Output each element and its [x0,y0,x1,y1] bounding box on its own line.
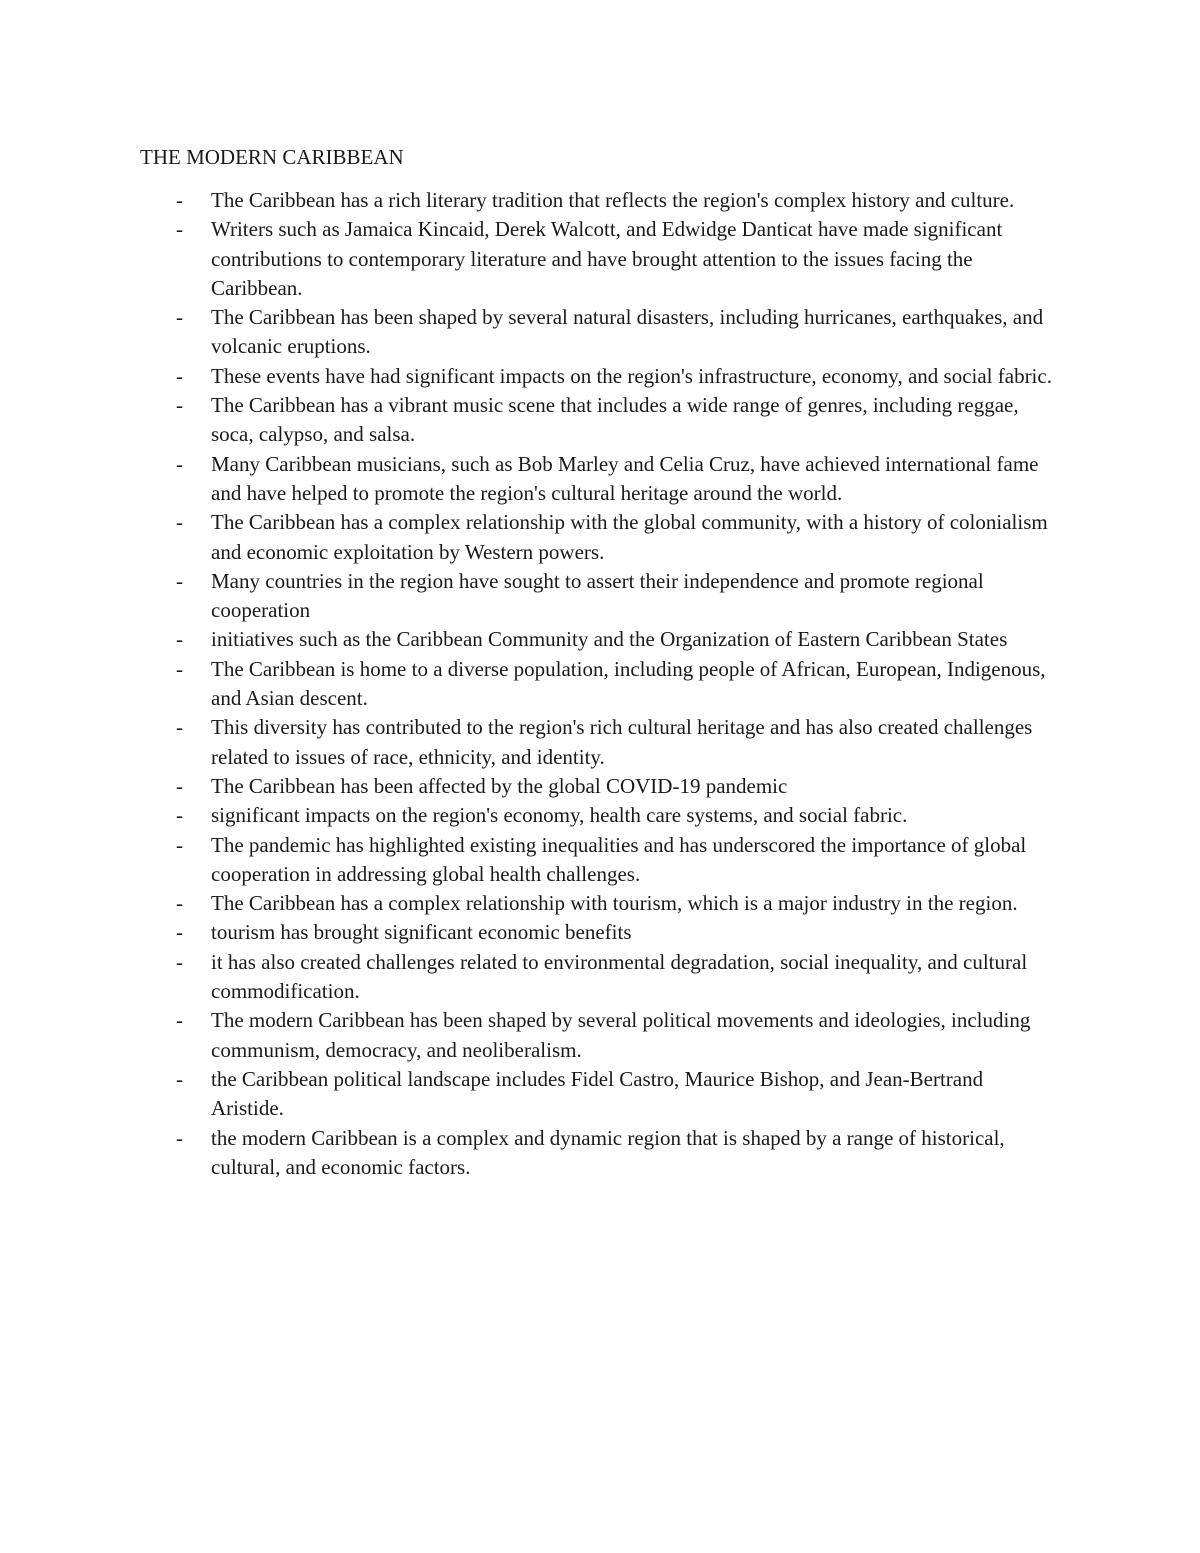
list-item-text: the modern Caribbean is a complex and dynamic region that is shaped by a range of historical, cultural, and economic factors. [211,1125,1005,1179]
list-item-text: significant impacts on the region's economy, health care systems, and social fabric. [211,803,908,828]
bullet-marker: - [176,217,183,242]
list-item [140,625,1060,654]
bullet-marker: - [176,568,183,593]
bullet-marker: - [176,832,183,857]
bullet-marker: - [176,656,183,681]
list-item [140,567,1060,626]
bullet-list [140,186,1060,1182]
list-item-text: These events have had significant impacts on the region's infrastructure, economy, and social fabric. [211,363,1052,388]
list-item [140,1006,1060,1065]
list-item [140,1124,1060,1183]
list-item-text: The Caribbean has a vibrant music scene that includes a wide range of genres, including reggae, soca, calypso, and salsa. [211,393,1019,447]
bullet-marker: - [176,510,183,535]
list-item-text: The modern Caribbean has been shaped by several political movements and ideologies, including communism, democracy, and neoliberalism. [211,1008,1031,1062]
list-item [140,772,1060,801]
list-item [140,655,1060,714]
list-item [140,831,1060,890]
list-item-text: The Caribbean is home to a diverse population, including people of African, European, Indigenous, and Asian descent. [211,656,1046,711]
bullet-marker: - [176,891,183,916]
list-item [140,889,1060,918]
bullet-marker: - [176,1066,183,1091]
bullet-marker: - [176,803,183,828]
list-item [140,1065,1060,1124]
bullet-marker: - [176,451,183,476]
list-item [140,508,1060,567]
bullet-marker: - [176,305,183,330]
list-item-text: tourism has brought significant economic benefits [211,920,632,945]
bullet-marker: - [176,715,183,740]
list-item [140,391,1060,450]
page-title: THE MODERN CARIBBEAN [140,145,404,169]
list-item-text: The Caribbean has a complex relationship with tourism, which is a major industry in the region. [211,891,1018,916]
bullet-marker: - [176,1125,183,1150]
list-item [140,918,1060,947]
bullet-marker: - [176,627,183,652]
bullet-marker: - [176,188,183,212]
list-item-text: Many countries in the region have sought to assert their independence and promote regional cooperation [211,568,984,623]
list-item-text: Writers such as Jamaica Kincaid, Derek Walcott, and Edwidge Danticat have made significant contributions to contemporary literature and have brought attention to the issues facing the Caribbean. [211,217,1003,300]
bullet-marker: - [176,363,183,388]
list-item [140,450,1060,509]
list-item-text: initiatives such as the Caribbean Community and the Organization of Eastern Caribbean States [211,627,1008,652]
list-item-text: The pandemic has highlighted existing inequalities and has underscored the importance of global cooperation in addressing global health challenges. [211,832,1027,886]
bullet-marker: - [176,393,183,418]
list-item [140,713,1060,772]
list-item [140,215,1060,303]
list-item [140,186,1060,215]
list-item-text: it has also created challenges related to environmental degradation, social inequality, and cultural commodification. [211,949,1028,1004]
list-item-text: The Caribbean has been affected by the global COVID-19 pandemic [211,773,788,798]
bullet-marker: - [176,949,183,974]
list-item-text: The Caribbean has been shaped by several natural disasters, including hurricanes, earthquakes, and volcanic eruptions. [211,305,1044,359]
list-item-text: Many Caribbean musicians, such as Bob Marley and Celia Cruz, have achieved international fame and have helped to promote the region's cultural heritage around the world. [211,451,1039,505]
list-item [140,303,1060,362]
list-item-text: The Caribbean has a rich literary tradition that reflects the region's complex history and culture. [211,188,1015,212]
list-item [140,801,1060,830]
list-item [140,948,1060,1007]
bullet-marker: - [176,1008,183,1033]
list-item-text: the Caribbean political landscape includes Fidel Castro, Maurice Bishop, and Jean-Bertrand Aristide. [211,1066,984,1121]
list-item-text: This diversity has contributed to the region's rich cultural heritage and has also created challenges related to issues of race, ethnicity, and identity. [211,715,1033,769]
list-item [140,362,1060,391]
list-item-text: The Caribbean has a complex relationship with the global community, with a history of colonialism and economic exploitation by Western powers. [211,510,1048,564]
bullet-marker: - [176,920,183,945]
bullet-marker: - [176,773,183,798]
